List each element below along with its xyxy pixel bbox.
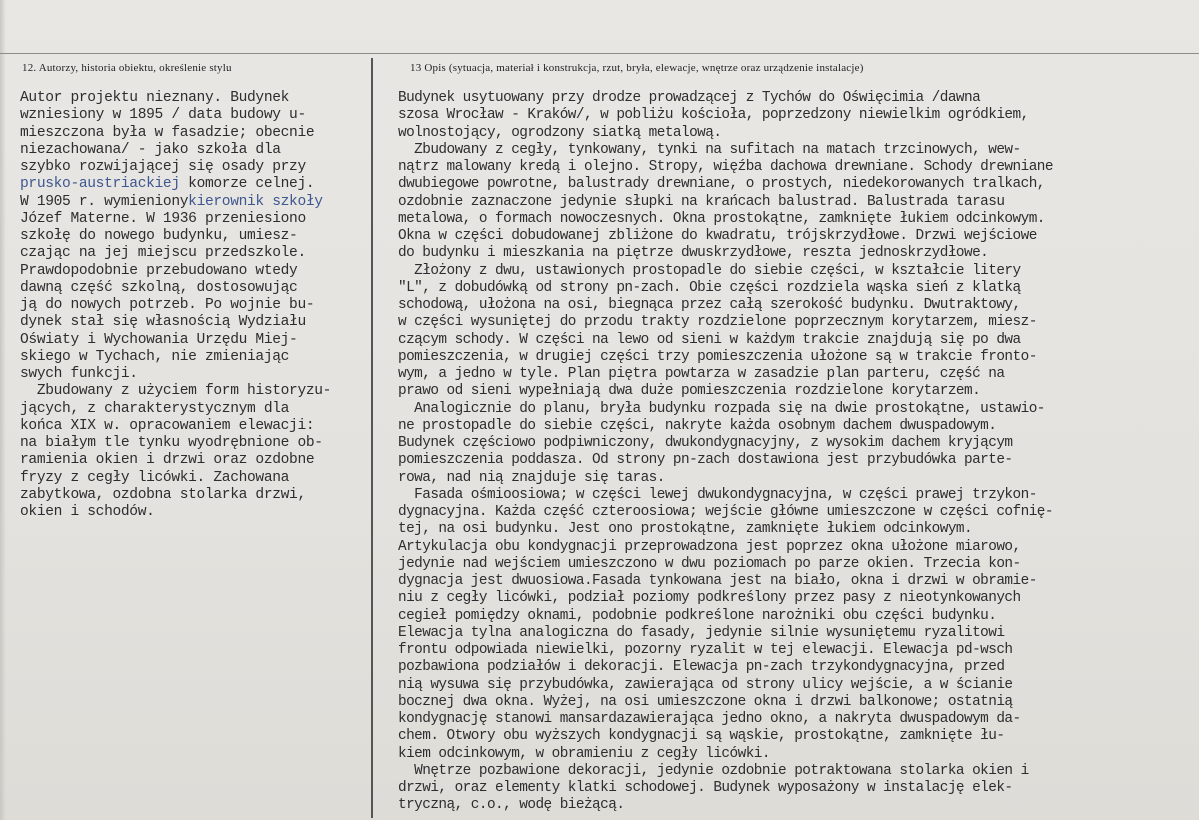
annotated-fragment: prusko-austriackiej (20, 176, 180, 193)
history-text-line: Zbudowany z użyciem form historyzu- (20, 383, 332, 400)
description-text-line: szosa Wrocław - Kraków/, w pobliżu kościoła, poprzedzony niewielkim ogródkiem, (398, 107, 1029, 124)
description-text-line: dygnacyjna. Każda część czteroosiowa; wejście główne umieszczone w części cofnię- (398, 504, 1053, 520)
history-text-line: Józef Materne. W 1936 przeniesiono (20, 210, 306, 227)
history-text-line: na białym tle tynku wyodrębnione ob- (20, 435, 323, 451)
history-text-line: czając na jej miejscu przedszkole. (20, 245, 306, 262)
history-text-line: szkołę do nowego budynku, umiesz- (20, 228, 298, 244)
section-12-header: 12. Autorzy, historia obiektu, określenie stylu (22, 62, 232, 74)
description-text-line: jedynie nad wejściem umieszczono w dwu poziomach po parze okien. Trzecia kon- (398, 555, 1021, 572)
history-text-line: ją do nowych potrzeb. Po wojnie bu- (20, 297, 315, 313)
history-text-line: zabytkowa, ozdobna stolarka drzwi, (20, 486, 306, 503)
history-text-line: wzniesiony w 1895 / data budowy u- (20, 107, 306, 124)
history-text-line: Prawdopodobnie przebudowano wtedy (20, 262, 298, 279)
description-text-line: Elewacja tylna analogiczna do fasady, jedynie silnie wysuniętemu ryzalitowi (398, 624, 1005, 641)
history-text-line: jących, z charakterystycznym dla (20, 400, 290, 417)
history-text-line: dynek stał się własnością Wydziału (20, 314, 306, 331)
description-text-line: tryczną, c.o., wodę bieżącą. (398, 797, 625, 814)
description-text-line: chem. Otwory obu wyższych kondygnacji są wąskie, prostokątne, zamknięte łu- (398, 728, 1005, 745)
description-text-line: Złożony z dwu, ustawionych prostopadle do siebie części, w kształcie litery (398, 262, 1021, 279)
description-text-line: w części wysuniętej do przodu trakty rozdzielone poprzecznym korytarzem, miesz- (398, 314, 1037, 331)
description-text-line: Budynek usytuowany przy drodze prowadzącej z Tychów do Oświęcimia /dawna (398, 90, 981, 106)
description-text-line: nią wysuwa się przybudówka, zawierająca od strony ulicy wejście, a w ścianie (398, 676, 1013, 693)
description-text-line: czącym schody. W części na lewo od sieni w każdym trakcie znajdują się po dwa (398, 331, 1021, 348)
description-text-line: Budynek częściowo podpiwniczony, dwukondygnacyjny, z wysokim dachem kryjącym (398, 435, 1013, 451)
history-text-line: Autor projektu nieznany. Budynek (20, 90, 290, 106)
description-text-line: wym, a jedno w tyle. Plan piętra powtarza w zasadzie plan parteru, część na (398, 366, 1005, 382)
annotated-fragment: kierownik szkoły (188, 193, 323, 210)
column-divider (371, 58, 373, 818)
history-text-line: dawną część szkolną, dostosowując (20, 279, 298, 296)
description-text-line: cegieł pomiędzy oknami, podobnie podkreślone narożniki obu części budynku. (398, 607, 997, 624)
description-text-line: dwubiegowe powrotne, balustrady drewniane, o prostych, niedekorowanych tralkach, (398, 176, 1045, 193)
description-text-line: metalowa, o formach nowoczesnych. Okna prostokątne, zamknięte łukiem odcinkowym. (398, 210, 1045, 227)
description-text-line: ne prostopadle do siebie części, nakryte każda osobnym dachem dwuspadowym. (398, 417, 997, 434)
history-text-line: W 1905 r. wymienionykierownik szkoły (20, 193, 323, 210)
history-text-line: swych funkcji. (20, 366, 138, 382)
description-text-line: prawo od sieni wypełniają dwa duże pomieszczenia rozdzielone korytarzem. (398, 383, 981, 400)
description-text-line: kondygnację stanowi mansardazawierająca jedno okno, a nakryta dwuspadowym da- (398, 711, 1021, 727)
history-text-line: prusko-austriackiej komorze celnej. (20, 176, 315, 193)
description-text-line: wolnostojący, ogrodzony siatką metalową. (398, 124, 722, 141)
history-text-line: okien i schodów. (20, 504, 155, 520)
description-text-line: tej, na osi budynku. Jest ono prostokątne, zamknięte łukiem odcinkowym. (398, 521, 973, 538)
history-text-line: ramienia okien i drzwi oraz ozdobne (20, 452, 315, 469)
description-text-line: do budynku i mieszkania na piętrze dwuskrzydłowe, reszta jednoskrzydłowe. (398, 245, 989, 262)
description-text-line: frontu odpowiada niewielki, pozorny ryzalit w tej elewacji. Elewacja pd-wsch (398, 642, 1013, 658)
description-text-line: schodową, ułożona na osi, biegnąca przez całą szerokość budynku. Dwutraktowy, (398, 297, 1021, 313)
description-text-line: pozbawiona podziałów i dekoracji. Elewacja pn-zach trzykondygnacyjna, przed (398, 659, 1005, 676)
description-text-line: ozdobnie zaznaczone jedynie słupki na krańcach balustrad. Balustrada tarasu (398, 193, 1005, 210)
description-text-line: Zbudowany z cegły, tynkowany, tynki na sufitach na matach trzcinowych, wew- (398, 141, 1021, 158)
description-text-line: niu z cegły licówki, podział poziomy podkreślony przez pasy z nieotynkowanych (398, 590, 1021, 607)
history-text-line: niezachowana/ - jako szkoła dla (20, 141, 281, 158)
description-text-line: kiem odcinkowym, w obramieniu z cegły licówki. (398, 745, 770, 762)
description-text-line: pomieszczenia poddasza. Od strony pn-zach dostawiona jest przybudówka parte- (398, 452, 1013, 469)
header-rule (0, 53, 1199, 54)
history-text-line: Oświaty i Wychowania Urzędu Miej- (20, 331, 298, 348)
description-text-line: Okna w części dobudowanej zbliżone do kwadratu, trójskrzydłowe. Drzwi wejściowe (398, 228, 1037, 244)
description-text-line: rowa, nad nią znajduje się taras. (398, 469, 665, 486)
history-text-line: końca XIX w. opracowaniem elewacji: (20, 417, 315, 434)
description-text-line: dygnacja jest dwuosiowa.Fasada tynkowana jest na biało, okna i drzwi w obramie- (398, 573, 1037, 589)
page-edge-shadow (0, 0, 6, 820)
history-text-line: szybko rozwijającej się osady przy (20, 159, 306, 175)
history-text-column (20, 90, 368, 521)
description-text-line: Analogicznie do planu, bryła budynku rozpada się na dwie prostokątne, ustawio- (398, 400, 1045, 417)
description-text-column (398, 90, 1198, 815)
history-text-line: skiego w Tychach, nie zmieniając (20, 348, 290, 365)
description-text-line: pomieszczenia, w drugiej części trzy pomieszczenia ułożone są w trakcie fronto- (398, 348, 1037, 365)
description-text-line: drzwi, oraz elementy klatki schodowej. Budynek wyposażony w instalację elek- (398, 780, 1013, 796)
description-text-line: Wnętrze pozbawione dekoracji, jedynie ozdobnie potraktowana stolarka okien i (398, 762, 1029, 779)
history-text-line: mieszczona była w fasadzie; obecnie (20, 124, 315, 141)
description-text-line: Fasada ośmioosiowa; w części lewej dwukondygnacyjna, w części prawej trzykon- (398, 486, 1037, 503)
history-text-line: fryzy z cegły licówki. Zachowana (20, 469, 290, 486)
description-text-line: Artykulacja obu kondygnacji przeprowadzona jest poprzez okna ułożone miarowo, (398, 538, 1021, 555)
description-text-line: nątrz malowany kredą i olejno. Stropy, więźba dachowa drewniane. Schody drewniane (398, 159, 1053, 175)
section-13-header: 13 Opis (sytuacja, materiał i konstrukcja, rzut, bryła, elewacje, wnętrze oraz urządzenie instalacje) (410, 62, 864, 74)
description-text-line: bocznej dwa okna. Wyżej, na osi umieszczone okna i drzwi balkonowe; ostatnią (398, 693, 1013, 710)
description-text-line: "L", z dobudówką od strony pn-zach. Obie części rozdziela wąska sień z klatką (398, 279, 1021, 296)
